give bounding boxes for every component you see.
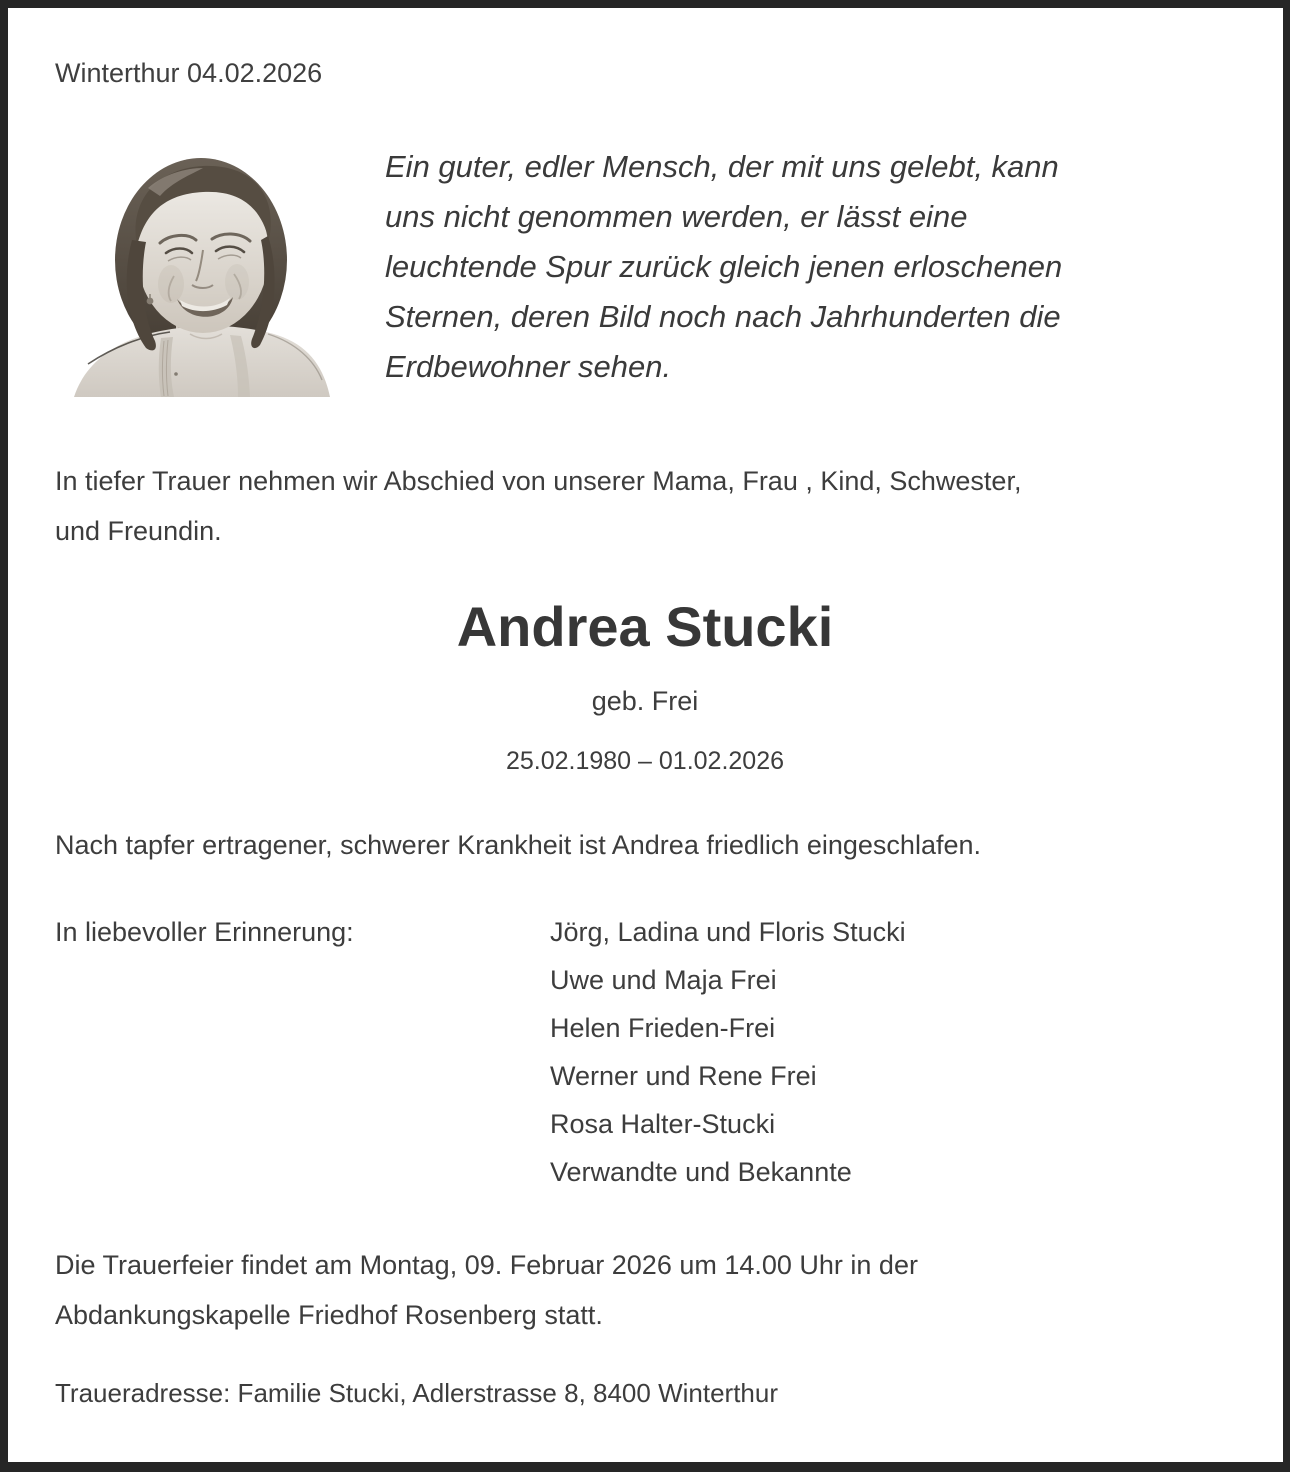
mourner-item: Werner und Rene Frei [550,1061,817,1091]
mourner-item: Helen Frieden-Frei [550,1013,776,1043]
quote-line: leuchtende Spur zurück gleich jenen erloschenen [385,249,1063,284]
portrait-illustration [74,158,330,397]
portrait-photo [60,148,342,397]
service-line: Abdankungskapelle Friedhof Rosenberg statt. [55,1300,603,1330]
service-line: Die Trauerfeier findet am Montag, 09. Februar 2026 um 14.00 Uhr in der [55,1250,918,1280]
mourner-item: Verwandte und Bekannte [550,1157,852,1187]
quote-line: Ein guter, edler Mensch, der mit uns gelebt, kann [385,149,1059,184]
quote-line: Sternen, deren Bild noch nach Jahrhunderten die [385,299,1061,334]
mourner-item: Rosa Halter-Stucki [550,1109,776,1139]
dateline: Winterthur 04.02.2026 [55,58,323,88]
memorial-quote [385,142,1215,392]
quote-line: uns nicht genommen werden, er lässt eine [385,199,968,234]
quote-line: Erdbewohner sehen. [385,349,672,384]
life-dates: 25.02.1980 – 01.02.2026 [505,747,785,775]
mourning-address: Traueradresse: Familie Stucki, Adlerstrasse 8, 8400 Winterthur [55,1378,778,1408]
mourners-list [550,908,1190,1196]
mourner-item: Jörg, Ladina und Floris Stucki [550,917,906,947]
intro-line: In tiefer Trauer nehmen wir Abschied von unserer Mama, Frau , Kind, Schwester, [55,466,1022,496]
mourner-item: Uwe und Maja Frei [550,965,777,995]
birth-name: geb. Frei [591,686,699,716]
memorial-label: In liebevoller Erinnerung: [55,917,354,947]
intro-line: und Freundin. [55,516,222,546]
death-note: Nach tapfer ertragener, schwerer Krankheit ist Andrea friedlich eingeschlafen. [55,830,982,860]
deceased-name: Andrea Stucki [456,595,834,658]
service-info [55,1240,1235,1340]
intro-paragraph [55,456,1235,556]
